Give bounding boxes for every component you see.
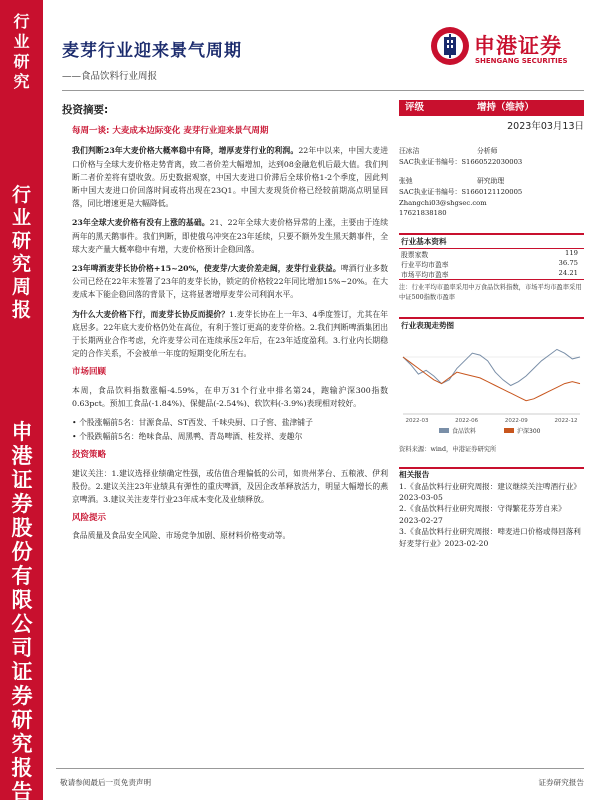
data-note: 注：行业平均市盈率采用中万食品饮料指数，市场平均市盈率采用中证500指数市盈率 [399,284,582,302]
logo-name: 申港证券 [474,34,562,58]
related-report-link[interactable]: 2.《食品饮料行业研究周报：守得繁花芬芳自来》2023-02-27 [399,504,566,525]
analyst2-name: 张弛 [399,176,413,185]
chart-source: 资料来源：wind，申港证券研究所 [399,446,497,454]
sidebar-company: 申港证券股份有限公司证券研究报告 [11,420,33,804]
data-bottom-line [399,279,584,280]
market-text: 本周，食品饮料指数涨幅-4.59%，在申万31个行业中排名第24，跑输沪深300指数0.63pct。预加工食品(-1.84%)、保健品(-2.54%)、软饮料(-3.9%)表现相对较好。 [72,385,388,408]
related-reports [399,467,584,549]
analyst-info [399,146,584,219]
legend-label: 沪深300 [517,428,541,436]
legend-swatch [439,428,449,433]
footer-disclaimer[interactable]: 敬请参阅最后一页免责声明 [60,778,152,787]
data-row: 市场平均市盈率 24.21 [401,269,578,280]
market-heading: 市场回顾 [72,367,107,378]
logo-english: SHENGANG SECURITIES [475,57,568,65]
page-subtitle: ——食品饮料行业周报 [62,71,158,82]
paragraph-2: 23年全球大麦价格有没有上涨的基础。21、22年全球大麦价格异常的上涨，主要由于连续两年的黑天鹅事件。我们判断，即使俄乌冲突在23年延续，只要不额外发生黑天鹅事件，全球大麦产量大概率稳中有增，大麦价格预计企稳回落。 [72,218,388,254]
series-line-1 [403,350,580,386]
related-heading: 相关报告 [399,470,430,480]
company-logo [430,26,582,70]
sidebar-report-type: 行业研究周报 [11,184,31,321]
related-report-link[interactable]: 1.《食品饮料行业研究周报：建议继续关注啤酒行业》2023-03-05 [399,481,581,502]
rating-value: 增持（维持） [477,102,535,113]
x-tick-label: 2022-09 [504,418,528,425]
main-column [62,100,388,549]
report-date: 2023年03月13日 [507,121,584,132]
right-column [399,100,584,549]
data-row: 股票家数 119 [401,249,578,260]
performance-chart [399,317,584,453]
related-report-link[interactable]: 3.《食品饮料行业研究周报：啤麦进口价格或得回落利好麦芽行业》2023-02-20 [399,527,581,548]
analyst1-role: 分析师 [477,147,498,155]
logo-icon [430,26,470,66]
losers-list: • 个股跌幅前5名：绝味食品、周黑鸭、青岛啤酒、桂发祥、麦趣尔 [72,432,303,442]
legend-label: 食品饮料 [452,428,477,436]
sidebar-category: 行业研究 [13,12,30,91]
rating-bar [399,100,584,116]
paragraph-1: 我们判断23年大麦价格大概率稳中有降，增厚麦芽行业的利润。22年中以来，中国大麦进口价格与全球大麦价格走势背离，致二者价差大幅增加，达到08金融危机后最大值。我们判断二者价差将有望收敛。历史数据观察，中国大麦进口价滞后全球价格1-2个季度，因此判断中国大麦进口价回落时间或将出现在23Q1。中国大麦现货价格已经较前期高点明显回落，同比增速更是大幅降低。 [72,146,388,209]
analyst1-name: 汪冰洁 [399,147,420,155]
x-tick-label: 2022-12 [554,418,578,425]
industry-data [399,233,584,303]
performance-chart-plot [399,332,584,442]
weekly-topic: 每周一谈: 大麦成本边际变化 麦芽行业迎来景气周期 [72,126,269,137]
strategy-heading: 投资策略 [72,450,107,461]
footer-divider [56,768,584,769]
x-tick-label: 2022-03 [405,418,429,425]
risk-heading: 风险提示 [72,513,107,524]
analyst2-phone: 17621838180 [399,209,447,218]
series-line-2 [403,357,580,401]
rating-label: 评级 [405,102,425,113]
data-heading: 行业基本资料 [401,237,447,247]
paragraph-3: 23年啤酒麦芽长协价格+15~20%，使麦芽/大麦价差走阔，麦芽行业获益。啤酒行业多数公司已经在22年末签署了23年的麦芽长协，锁定的价格较22年同比增加15%~20%。在大麦成本下能企稳回落的背景下，这将显著增厚麦芽公司利润水平。 [72,264,388,300]
analyst2-role: 研究助理 [477,176,505,185]
sidebar [0,0,43,804]
x-tick-label: 2022-06 [455,418,479,425]
analyst2-email[interactable]: Zhangchi03@shgsec.com [399,198,487,207]
paragraph-4: 为什么大麦价格下行，而麦芽长协反而提价？1.麦芽长协在上一年3、4季度签订，尤其在年底居多。22年底大麦价格仍处在高位，有利于签订更高的麦芽价格。2.我们判断啤酒集团出于长期两业合作考虑，允许麦芽公司在连续承压2年后，在23年适度盈利。3.行业内长期稳定的合作关系，不会被单一年度的短期变化所左右。 [72,309,389,359]
footer-label: 证券研究报告 [538,778,584,787]
page-title: 麦芽行业迎来景气周期 [62,41,242,61]
legend-swatch [504,428,514,433]
header-divider [62,90,584,91]
chart-heading: 行业表现走势图 [401,321,455,331]
analyst2-sac: SAC执业证书编号：S1660121120005 [399,187,523,196]
summary-heading: 投资摘要: [62,104,109,116]
strategy-text: 建议关注：1.建议选择业绩确定性强，或估值合理偏低的公司，如贵州茅台、五粮液、伊利股份。2.建议关注23年业绩具有弹性的重庆啤酒，及因企改革释放活力，明显大幅增长的燕京啤酒。3.建议关注麦芽行业23年成本变化及业绩释放。 [72,468,388,505]
gainers-list: • 个股涨幅前5名：甘源食品、ST西发、千味央厨、口子窖、盐津铺子 [72,418,313,428]
risk-text: 食品质量及食品安全风险、市场竞争加剧、原材料价格变动等。 [72,531,291,541]
analyst1-sac: SAC执业证书编号：S1660522030003 [399,158,523,166]
data-row: 行业平均市盈率 36.75 [401,259,578,270]
